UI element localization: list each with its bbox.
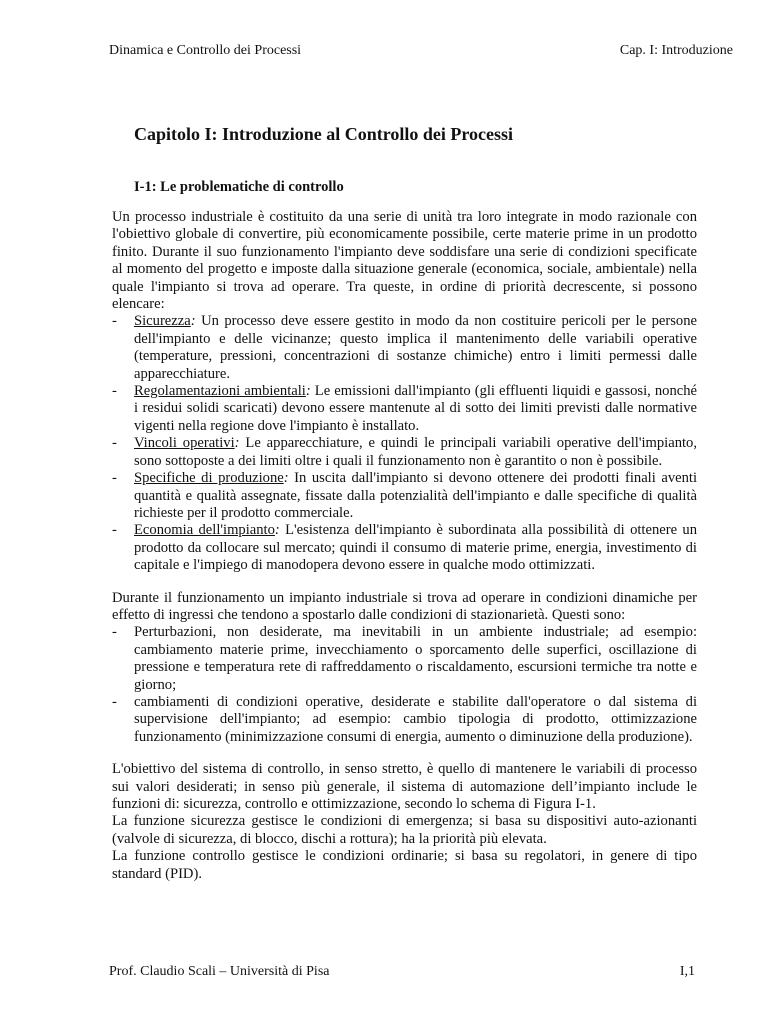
list-dash: - — [112, 522, 117, 539]
condition-colon: : — [305, 383, 311, 400]
inputs-list — [112, 624, 697, 746]
condition-title: Regolamentazioni ambientali — [134, 383, 306, 400]
list-dash: - — [112, 693, 117, 710]
input-text: Perturbazioni, non desiderate, ma inevitabili in un ambiente industriale; ad esempio: cambiamento materie prime, invecchiamento o sporcamento delle superfici, oscillazione di pressione e temperatura rete di raffreddamento o riscaldamento, escursioni termiche tra notte e giorno; — [134, 624, 697, 693]
condition-title: Sicurezza — [134, 313, 191, 330]
condition-text: In uscita dall'impianto si devono ottenere dei prodotti finali aventi quantità e qualità assegnate, fissate dalla potenzialità dell'impianto e dalle specifiche di qualità richieste per il prodotto commerciale. — [134, 470, 697, 521]
body-text — [112, 209, 697, 883]
intro-paragraph: Un processo industriale è costituito da una serie di unità tra loro integrate in modo razionale con l'obiettivo globale di convertire, più economicamente possibile, certe materie prime in un prodotto finito. Durante il suo funzionamento l'impianto deve soddisfare una serie di condizioni specificate al momento del progetto e imposte dalla situazione generale (economica, sociale, ambientale) nella quale l'impianto si trova ad operare. Tra queste, in ordine di priorità decrescente, si possono elencare: — [112, 209, 697, 313]
condition-text: Un processo deve essere gestito in modo da non costituire pericoli per le persone dell'impianto e delle vicinanze; questo implica il mantenimento delle variabili operative (temperature, pressioni, concentrazioni di sostanze chimiche) entro i limiti permessi dalle apparecchiature. — [134, 313, 697, 382]
list-item — [112, 694, 697, 746]
list-item — [112, 522, 697, 574]
condition-text: Le emissioni dall'impianto (gli effluenti liquidi e gassosi, nonché i residui solidi scaricati) devono essere mantenute al di sotto dei limiti previsti dalle normative vigenti nella regione dove l'impianto è installato. — [134, 383, 698, 434]
condition-colon: : — [234, 435, 240, 452]
page-number: I,1 — [679, 964, 695, 979]
list-item — [112, 435, 697, 470]
condition-title: Vincoli operativi — [134, 435, 235, 452]
list-item — [112, 470, 697, 522]
list-dash: - — [112, 470, 117, 487]
condition-colon: : — [190, 313, 196, 330]
condition-colon: : — [274, 522, 280, 539]
running-footer — [109, 963, 695, 981]
paragraph-gap — [112, 575, 697, 590]
list-item — [112, 313, 697, 383]
header-chapter-label: Cap. I: Introduzione — [619, 43, 733, 58]
objective-paragraph: L'obiettivo del sistema di controllo, in senso stretto, è quello di mantenere le variabili di processo sui valori desiderati; in senso più generale, il sistema di automazione dell’impianto include le funzioni di: sicurezza, controllo e ottimizzazione, secondo lo schema di Figura I-1. — [112, 761, 697, 812]
header-course-title: Dinamica e Controllo dei Processi — [109, 43, 302, 58]
chapter-title: Capitolo I: Introduzione al Controllo dei Processi — [134, 124, 514, 144]
control-paragraph: La funzione controllo gestisce le condizioni ordinarie; si basa su regolatori, in genere di tipo standard (PID). — [112, 848, 697, 882]
list-item — [112, 383, 697, 435]
condition-colon: : — [283, 470, 289, 487]
condition-text: L'esistenza dell'impianto è subordinata alla possibilità di ottenere un prodotto da collocare sul mercato; quindi il consumo di materie prime, energia, investimento di capitale e l'impiego di manodopera devono essere in qualche modo ottimizzati. — [134, 522, 697, 574]
condition-text: Le apparecchiature, e quindi le principali variabili operative dell'impianto, sono sottoposte a dei limiti oltre i quali il funzionamento non è garantito o non è possibile. — [134, 435, 697, 469]
safety-paragraph: La funzione sicurezza gestisce le condizioni di emergenza; si basa su dispositivi auto-azionanti (valvole di sicurezza, di blocco, dischi a rottura); ha la priorità più elevata. — [112, 813, 697, 847]
list-dash: - — [112, 313, 117, 330]
list-item — [112, 624, 697, 694]
section-title: I-1: Le problematiche di controllo — [134, 179, 344, 195]
running-header — [109, 42, 733, 60]
list-dash: - — [112, 435, 117, 452]
conditions-list — [112, 313, 697, 574]
dynamics-paragraph: Durante il funzionamento un impianto industriale si trova ad operare in condizioni dinamiche per effetto di ingressi che tendono a spostarlo dalle condizioni di stazionarietà. Questi sono: — [112, 589, 697, 623]
condition-title: Specifiche di produzione — [134, 470, 284, 487]
paragraph-gap — [112, 746, 697, 761]
input-text: cambiamenti di condizioni operative, desiderate e stabilite dall'operatore o dal sistema di supervisione dell'impianto; ad esempio: cambio tipologia di prodotto, ottimizzazione funzionamento (minimizzazione consumi di energia, aumento o diminuzione della produzione). — [134, 693, 697, 745]
condition-title: Economia dell'impianto — [134, 522, 275, 539]
footer-author: Prof. Claudio Scali – Università di Pisa — [109, 964, 330, 979]
list-dash: - — [112, 383, 117, 400]
list-dash: - — [112, 624, 117, 641]
